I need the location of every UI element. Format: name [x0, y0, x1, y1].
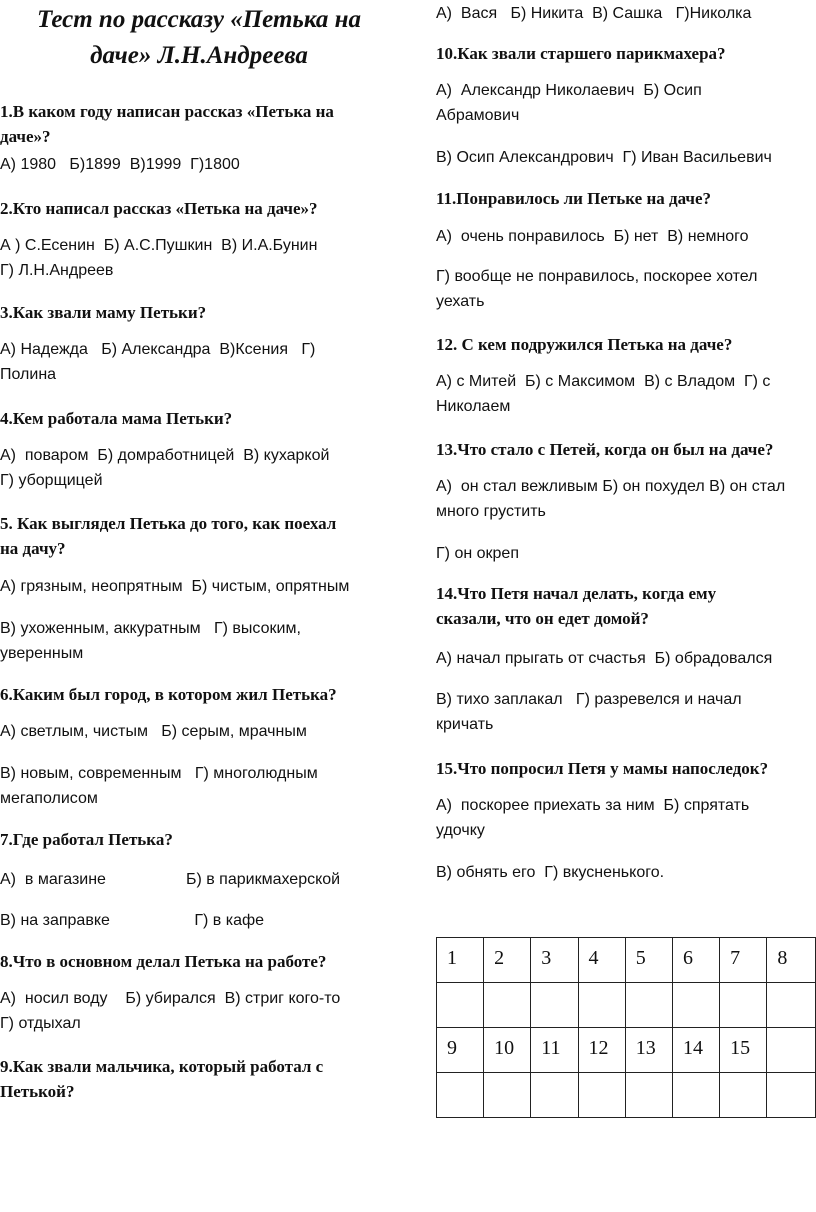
table-cell: 4 — [578, 938, 625, 983]
text-line: удочку — [436, 821, 485, 839]
table-cell: 15 — [720, 1028, 767, 1073]
answer-cell[interactable] — [437, 983, 484, 1028]
text-line: А) он стал вежливым Б) он похудел В) он стал — [436, 478, 786, 495]
question-text — [0, 512, 336, 561]
answer-options — [0, 153, 240, 178]
title-line-1: Тест по рассказу «Петька на — [36, 6, 361, 33]
text-line: А) светлым, чистым Б) серым, мрачным — [0, 723, 307, 740]
text-line: А) грязным, неопрятным Б) чистым, опрятным — [0, 578, 350, 595]
question-text — [0, 950, 326, 975]
table-row — [437, 938, 816, 983]
answer-options — [436, 79, 702, 128]
text-line: В) Осип Александрович Г) Иван Васильевич — [436, 149, 772, 166]
text-line: 14.Что Петя начал делать, когда ему — [436, 584, 717, 603]
text-line: 3.Как звали маму Петьки? — [0, 303, 207, 322]
text-line: 6.Каким был город, в котором жил Петька? — [0, 685, 337, 704]
answer-options — [436, 647, 772, 672]
question-text — [436, 42, 726, 67]
question-text — [0, 301, 206, 326]
text-line: уехать — [436, 292, 485, 310]
question-text — [0, 1055, 323, 1104]
text-line: 2.Кто написал рассказ «Петька на даче»? — [0, 199, 318, 218]
answer-cell[interactable] — [672, 1073, 719, 1118]
text-line: В) новым, современным Г) многолюдным — [0, 765, 318, 782]
answer-cell[interactable] — [767, 983, 816, 1028]
text-line: 11.Понравилось ли Петьке на даче? — [436, 189, 712, 208]
text-line: А) поваром Б) домработницей В) кухаркой — [0, 447, 330, 464]
answer-options — [436, 861, 664, 886]
answer-options — [436, 370, 770, 419]
answer-options — [436, 265, 758, 314]
answer-cell[interactable] — [484, 983, 531, 1028]
answer-options — [0, 338, 315, 387]
text-line: А ) С.Есенин Б) А.С.Пушкин В) И.А.Бунин — [0, 237, 318, 254]
answer-options — [0, 987, 340, 1036]
answer-cell[interactable] — [531, 983, 578, 1028]
answer-options — [0, 617, 301, 666]
table-cell: 6 — [672, 938, 719, 983]
question-text — [436, 582, 716, 631]
text-line: Г) вообще не понравилось, поскорее хотел — [436, 268, 758, 285]
text-line: мегаполисом — [0, 789, 98, 807]
text-line: А) с Митей Б) с Максимом В) с Владом Г) с — [436, 373, 771, 390]
question-text — [0, 683, 337, 708]
text-line: сказали, что он едет домой? — [436, 608, 649, 628]
question-text — [436, 333, 732, 358]
answer-cell[interactable] — [625, 983, 672, 1028]
answer-cell[interactable] — [672, 983, 719, 1028]
text-line: кричать — [436, 715, 494, 733]
table-cell: 7 — [720, 938, 767, 983]
answer-options — [0, 444, 329, 493]
answer-cell[interactable] — [767, 1073, 816, 1118]
answer-cell[interactable] — [578, 1073, 625, 1118]
question-text — [436, 757, 768, 782]
table-cell: 14 — [672, 1028, 719, 1073]
answer-options — [436, 225, 749, 250]
answer-options — [0, 575, 349, 600]
text-line: 10.Как звали старшего парикмахера? — [436, 44, 726, 63]
text-line: А) поскорее приехать за ним Б) спрятать — [436, 797, 750, 814]
table-cell: 1 — [437, 938, 484, 983]
question-text — [0, 407, 232, 432]
text-line: Николаем — [436, 397, 511, 415]
text-line: 8.Что в основном делал Петька на работе? — [0, 952, 327, 971]
answer-table — [436, 937, 816, 1118]
text-line: 12. С кем подружился Петька на даче? — [436, 335, 733, 354]
table-cell: 3 — [531, 938, 578, 983]
table-row — [437, 1028, 816, 1073]
text-line: А) Надежда Б) Александра В)Ксения Г) — [0, 341, 316, 358]
answer-options — [0, 720, 307, 745]
text-line: А) Александр Николаевич Б) Осип — [436, 82, 702, 99]
question-text — [436, 438, 773, 463]
answer-cell[interactable] — [720, 1073, 767, 1118]
answer-options — [0, 234, 317, 283]
table-row — [437, 983, 816, 1028]
answer-cell[interactable] — [484, 1073, 531, 1118]
question-text — [0, 197, 318, 222]
text-line: Петькой? — [0, 1081, 75, 1101]
answer-options — [436, 475, 785, 524]
text-line: на дачу? — [0, 538, 66, 558]
text-line: А) очень понравилось Б) нет В) немного — [436, 228, 749, 245]
text-line: 9.Как звали мальчика, который работал с — [0, 1057, 324, 1076]
answer-cell[interactable] — [437, 1073, 484, 1118]
text-line: Г) Л.Н.Андреев — [0, 261, 114, 279]
text-line: А) носил воду Б) убирался В) стриг кого-то — [0, 990, 341, 1007]
text-line: В) обнять его Г) вкусненького. — [436, 864, 665, 881]
answer-cell[interactable] — [531, 1073, 578, 1118]
answer-options — [436, 146, 772, 171]
text-line: Полина — [0, 365, 57, 383]
text-line: В) тихо заплакал Г) разревелся и начал — [436, 691, 742, 708]
text-line: Г) отдыхал — [0, 1014, 81, 1032]
text-line: Г) он окреп — [436, 545, 519, 562]
question-text — [0, 828, 173, 853]
table-cell — [767, 1028, 816, 1073]
table-cell: 10 — [484, 1028, 531, 1073]
text-line: Г) уборщицей — [0, 471, 103, 489]
table-cell: 8 — [767, 938, 816, 983]
table-cell: 2 — [484, 938, 531, 983]
text-line: даче»? — [0, 126, 51, 146]
text-line: уверенным — [0, 644, 84, 662]
table-cell: 5 — [625, 938, 672, 983]
answer-cell[interactable] — [720, 983, 767, 1028]
text-line: 5. Как выглядел Петька до того, как поехал — [0, 514, 337, 533]
answer-options — [436, 2, 751, 27]
table-cell: 9 — [437, 1028, 484, 1073]
text-line: А) в магазине Б) в парикмахерской — [0, 871, 341, 888]
answer-options — [436, 794, 749, 843]
text-line: В) ухоженным, аккуратным Г) высоким, — [0, 620, 301, 637]
answer-cell[interactable] — [625, 1073, 672, 1118]
answer-options — [436, 542, 519, 567]
title-line-2: даче» Л.Н.Андреева — [90, 42, 308, 69]
text-line: А) начал прыгать от счастья Б) обрадовался — [436, 650, 773, 667]
answer-options — [0, 868, 340, 893]
text-line: 4.Кем работала мама Петьки? — [0, 409, 233, 428]
answer-options — [436, 688, 742, 737]
question-text — [436, 187, 711, 212]
text-line: Абрамович — [436, 106, 520, 124]
text-line: А) 1980 Б)1899 В)1999 Г)1800 — [0, 156, 240, 173]
text-line: 7.Где работал Петька? — [0, 830, 173, 849]
answer-options — [0, 762, 318, 811]
table-cell: 13 — [625, 1028, 672, 1073]
question-text — [0, 100, 334, 149]
text-line: 15.Что попросил Петя у мамы напоследок? — [436, 759, 769, 778]
text-line: 1.В каком году написан рассказ «Петька на — [0, 102, 334, 121]
answer-cell[interactable] — [578, 983, 625, 1028]
table-cell: 12 — [578, 1028, 625, 1073]
answer-options — [0, 909, 264, 934]
text-line: А) Вася Б) Никита В) Сашка Г)Николка — [436, 5, 752, 22]
text-line: 13.Что стало с Петей, когда он был на даче? — [436, 440, 774, 459]
text-line: много грустить — [436, 502, 546, 520]
table-row — [437, 1073, 816, 1118]
text-line: В) на заправке Г) в кафе — [0, 912, 265, 929]
table-cell: 11 — [531, 1028, 578, 1073]
